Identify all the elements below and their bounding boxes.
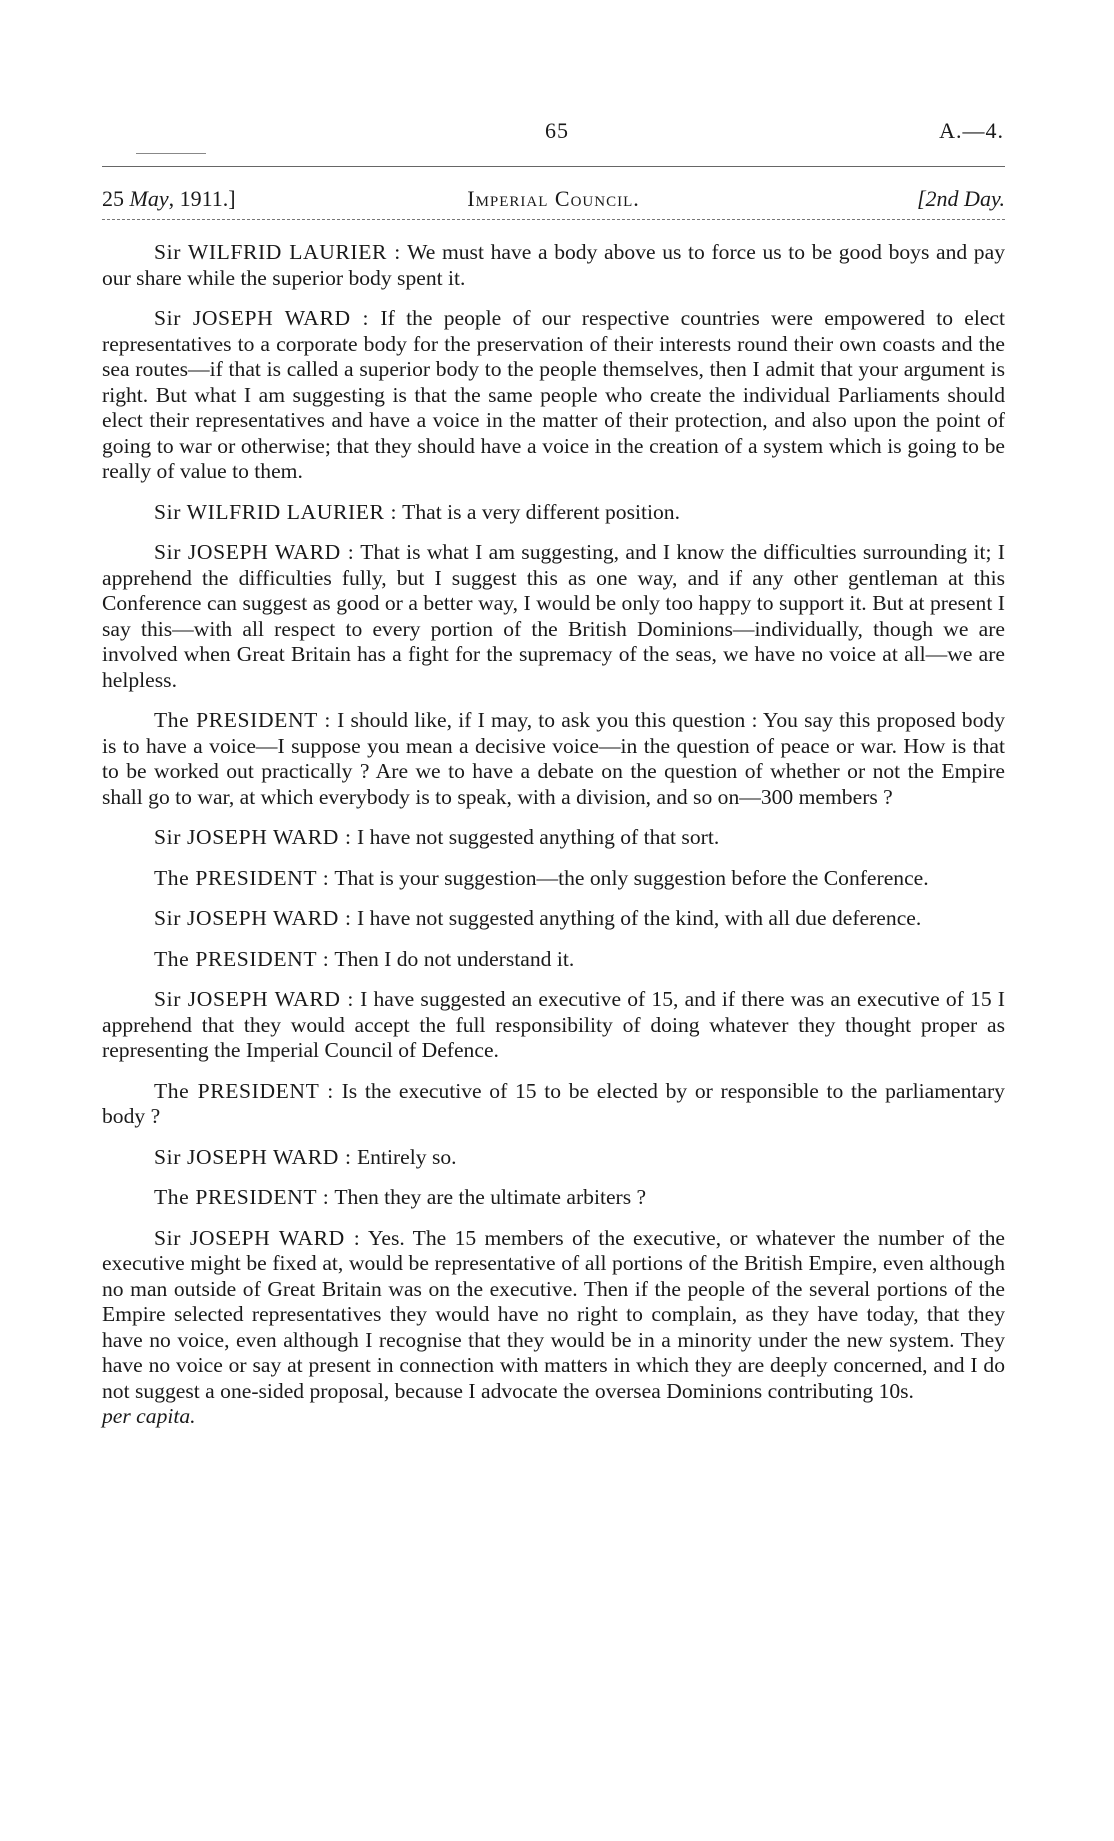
speech-text: I have not suggested anything of that sort. [351, 825, 720, 849]
paragraph [102, 240, 1005, 291]
paragraph [102, 987, 1005, 1064]
paragraph [102, 825, 1005, 851]
session-day: [2nd Day. [917, 186, 1005, 211]
speech-text: If the people of our respective countries were empowered to elect representatives to a corporate body for the preservation of their interests round their own coasts and the sea routes—if that is called a superior body to the people themselves, then I admit that your argument is right. But what I am suggesting is that the same people who create the individual Parliaments should elect their representatives and have a voice in the matter of their protection, and also upon the point of going to war or otherwise; that they should have a voice in the creation of a system which is going to be really of value to them. [102, 306, 1005, 483]
page-number: 65 [545, 118, 569, 143]
speech-text: That is your suggestion—the only suggestion before the Conference. [329, 865, 929, 890]
speech-text: Then they are the ultimate arbiters ? [329, 1185, 647, 1209]
paragraph [102, 866, 1005, 892]
transcript-body [102, 240, 1005, 1445]
header-rule [102, 166, 1005, 167]
speech-text: I have not suggested anything of the kind, with all due deference. [351, 906, 922, 930]
speech-text: That is a very different position. [397, 499, 680, 524]
speech-text: That is what I am suggesting, and I know the difficulties surrounding it; I apprehend the difficulties fully, but I suggest this as one way, and if any other gentleman at this Conference can suggest as good or a better way, I would be only too happy to support it. But at present I say this—with all respect to every portion of the British Dominions—individually, though we are involved when Great Britain has a fight for the supremacy of the seas, we have no voice at all—we are helpless. [102, 540, 1005, 692]
speaker-name: Sir WILFRID LAURIER : [154, 240, 401, 264]
paragraph [102, 540, 1005, 693]
speaker-name: The PRESIDENT : [154, 708, 331, 732]
council-title: Imperial Council. [467, 186, 640, 211]
paragraph [102, 1226, 1005, 1430]
paragraph [102, 1185, 1005, 1211]
speaker-name: Sir JOSEPH WARD : [154, 306, 370, 330]
session-date: 25 May, 1911.] [102, 186, 236, 211]
speaker-name: The PRESIDENT : [154, 946, 330, 971]
speech-text: Yes. The 15 members of the executive, or whatever the number of the executive might be fixed at, would be representative of all portions of the British Empire, even although no man outside of Great Britain was on the executive. Then if the people of the several portions of the Empire selected representatives they would have no right to complain, as they have today, that they have no voice, even although I recognise that they would be in a minority under the new system. They have no voice or say at present in connection with matters in which they are deeply concerned, and I do not suggest a one-sided proposal, because I advocate the oversea Dominions contributing 10s. [102, 1225, 1005, 1403]
paragraph [102, 906, 1005, 932]
paragraph [102, 500, 1005, 526]
speaker-name: Sir JOSEPH WARD : [154, 540, 355, 564]
paragraph [102, 1079, 1005, 1130]
header-rule-short [136, 153, 206, 154]
speech-text: Entirely so. [351, 1144, 457, 1169]
speaker-name: Sir WILFRID LAURIER : [154, 499, 398, 524]
paragraph [102, 306, 1005, 485]
speech-text: Is the executive of 15 to be elected by or responsible to the parliamentary body ? [102, 1078, 1005, 1128]
running-head-rule [102, 219, 1005, 220]
speaker-name: The PRESIDENT : [154, 865, 330, 890]
running-head [102, 186, 1005, 216]
speech-text: I have suggested an executive of 15, and if there was an executive of 15 I apprehend that they would accept the full responsibility of doing whatever they thought proper as representing the Imperial Council of Defence. [102, 987, 1005, 1062]
speech-text-italic: per capita. [102, 1404, 196, 1428]
speaker-name: Sir JOSEPH WARD : [154, 1144, 352, 1169]
paragraph [102, 1145, 1005, 1171]
speaker-name: Sir JOSEPH WARD : [154, 825, 352, 849]
document-reference: A.—4. [939, 118, 1004, 143]
speaker-name: Sir JOSEPH WARD : [154, 906, 352, 930]
speech-text: We must have a body above us to force us to be good boys and pay our share while the superior body spent it. [102, 240, 1005, 290]
speaker-name: The PRESIDENT : [154, 1185, 330, 1209]
speaker-name: Sir JOSEPH WARD : [154, 987, 354, 1011]
speech-text: I should like, if I may, to ask you this question : You say this proposed body is to have a voice—I suppose you mean a decisive voice—in the question of peace or war. How is that to be worked out practically ? Are we to have a debate on the question of whether or not the Empire shall go to war, at which everybody is to speak, with a division, and so on—300 members ? [102, 708, 1005, 809]
speaker-name: Sir JOSEPH WARD : [154, 1225, 361, 1250]
speaker-name: The PRESIDENT : [154, 1078, 334, 1103]
speech-text: Then I do not understand it. [329, 946, 575, 971]
paragraph [102, 708, 1005, 810]
paragraph [102, 947, 1005, 973]
